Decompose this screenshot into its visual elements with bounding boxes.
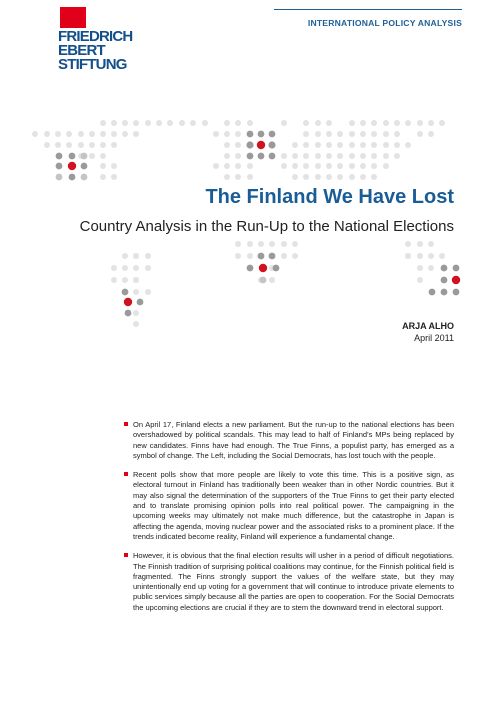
dot-dark (247, 131, 254, 138)
author-name: ARJA ALHO (402, 321, 454, 331)
dot-row (100, 120, 445, 126)
dot-mid (81, 153, 88, 160)
bullet-square-icon (124, 553, 128, 557)
dot-dark (269, 131, 276, 138)
dot-dark (268, 141, 275, 148)
dot-dark (441, 265, 448, 272)
series-label: INTERNATIONAL POLICY ANALYSIS (307, 18, 462, 28)
dot-dark (69, 153, 76, 160)
dot-dark (441, 289, 448, 296)
dot-dark (258, 131, 265, 138)
summary-list (120, 420, 454, 622)
dot-dark (273, 265, 280, 272)
dot-dark (269, 153, 276, 160)
dot-dark (453, 289, 460, 296)
logo-line-1: FRIEDRICH (58, 28, 133, 45)
dot-dark (81, 163, 88, 170)
dot-dark (247, 265, 254, 272)
dot-dark (122, 289, 129, 296)
dot-red-highlight (259, 264, 267, 272)
dot-mid (81, 174, 88, 181)
dot-dark (453, 265, 460, 272)
dot-mid (260, 277, 267, 284)
dot-dark (441, 277, 448, 284)
dot-row (111, 241, 445, 327)
dot-red-highlight (68, 162, 76, 170)
summary-paragraph (120, 420, 454, 461)
logo-line-3: STIFTUNG (58, 56, 127, 73)
bullet-square-icon (124, 472, 128, 476)
dot-red-highlight (452, 276, 460, 284)
dot-row (44, 142, 411, 148)
document-subtitle: Country Analysis in the Run-Up to the National Elections (79, 218, 454, 235)
dot-dark (269, 253, 276, 260)
summary-paragraph (120, 551, 454, 613)
publication-date: April 2011 (414, 333, 454, 343)
paragraph-text: Recent polls show that more people are likely to vote this time. This is a positive sign, as electoral turnout in Finland has traditionally been weaker than in other Nordic countries. But it may also signal the determination of the supporters of the True Finns to get their party elected and to translate promising opinion polls into real political power. The campaigning in the upcoming weeks may ultimately not make much difference, but the catastrophe in Japan is affecting the agenda, moving nuclear power and the associated risks to a prominent place. If the trends indicated become reality, Finland will experience a fundamental change. (133, 470, 454, 541)
dot-dark (258, 153, 265, 160)
dot-row (32, 131, 434, 137)
summary-paragraph (120, 470, 454, 542)
bullet-square-icon (124, 422, 128, 426)
dot-red-highlight (257, 141, 265, 149)
logo-line-2: EBERT (58, 42, 105, 59)
dot-dark (56, 153, 63, 160)
dot-dark (258, 253, 265, 260)
dot-dark (69, 174, 76, 181)
document-title: The Finland We Have Lost (205, 186, 454, 208)
paragraph-text: However, it is obvious that the final election results will usher in a period of difficult negotiations. The Finnish tradition of surprising political coalitions may continue, for the Finnish political field is fragmented. The Finns strongly support the values of the welfare state, but they may unintentionally end up voting for a government that will continue to introduce private elements to public services simply because all the parties are open to cooperation. For the Social Democrats the upcoming elections are crucial if they are to stem the downward trend in electoral support. (133, 551, 454, 612)
dot-red-highlight (124, 298, 132, 306)
dot-dark (246, 141, 253, 148)
dot-dark (56, 163, 63, 170)
dot-row (78, 153, 400, 159)
dot-dark (247, 153, 254, 160)
dot-dark (125, 310, 132, 317)
paragraph-text: On April 17, Finland elects a new parliament. But the run-up to the national elections has been overshadowed by political scandals. This may lead to half of Finland’s MPs being replaced by new candidates. Finns have had enough. The True Finns, a populist party, has emerged as a symbol of change. The Left, including the Social Democrats, has lost touch with the people. (133, 420, 454, 460)
dot-row (100, 163, 389, 169)
dot-mid (56, 174, 63, 181)
dot-row (100, 174, 377, 180)
dot-dark (429, 289, 436, 296)
dot-dark (137, 299, 144, 306)
